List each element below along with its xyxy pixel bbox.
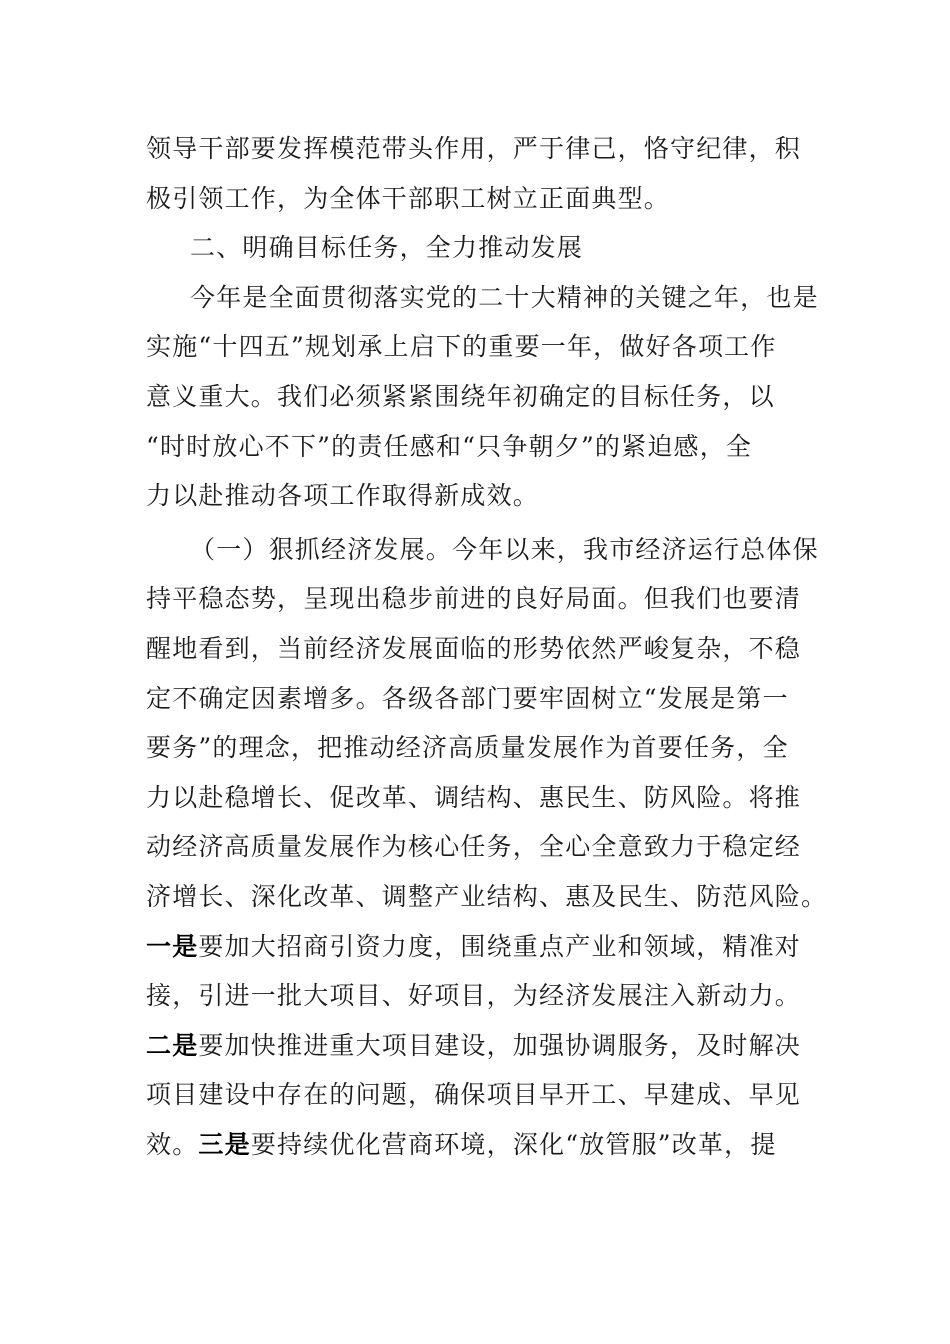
paragraph-line: 济增长、深化改革、调整产业结构、惠及民生、防范风险。 <box>146 881 828 911</box>
paragraph-line: 要务”的理念，把推动经济高质量发展作为首要任务，全 <box>146 733 789 763</box>
paragraph-line: 实施“十四五”规划承上启下的重要一年，做好各项工作 <box>146 332 777 362</box>
paragraph-line: 项目建设中存在的问题，确保项目早开工、早建成、早见 <box>146 1080 802 1110</box>
line-text: 要持续优化营商环境，深化“放管服”改革，提 <box>250 1129 777 1159</box>
paragraph-line: 接，引进一批大项目、好项目，为经济发展注入新动力。 <box>146 981 802 1011</box>
paragraph-line: 力以赴稳增长、促改革、调结构、惠民生、防风险。将推 <box>146 782 802 812</box>
paragraph-line <box>146 1120 806 1170</box>
paragraph-line: 持平稳态势，呈现出稳步前进的良好局面。但我们也要清 <box>146 584 802 614</box>
emphasis-first: 一是 <box>146 931 199 961</box>
subsection-heading: （一）狠抓经济发展。今年以来，我市经济运行总体保 <box>190 534 819 564</box>
paragraph-line: 定不确定因素增多。各级各部门要牢固树立“发展是第一 <box>146 683 789 713</box>
paragraph-line: 意义重大。我们必须紧紧围绕年初确定的目标任务，以 <box>146 381 775 411</box>
paragraph-line: 动经济高质量发展作为核心任务，全心全意致力于稳定经 <box>146 832 802 862</box>
emphasis-second: 二是 <box>146 1030 199 1060</box>
section-heading: 二、明确目标任务，全力推动发展 <box>190 233 584 263</box>
paragraph-line: 醒地看到，当前经济发展面临的形势依然严峻复杂，不稳 <box>146 633 802 663</box>
paragraph-line: 领导干部要发挥模范带头作用，严于律己，恪守纪律，积 <box>146 134 802 163</box>
paragraph-line: “时时放心不下”的责任感和“只争朝夕”的紧迫感，全 <box>146 431 753 461</box>
paragraph-line: 力以赴推动各项工作取得新成效。 <box>146 481 540 511</box>
paragraph-line <box>146 922 806 972</box>
paragraph-line: 今年是全面贯彻落实党的二十大精神的关键之年，也是 <box>190 282 819 312</box>
line-text: 要加大招商引资力度，围绕重点产业和领域，精准对 <box>198 931 802 961</box>
emphasis-third: 三是 <box>198 1129 251 1159</box>
line-text: 效。 <box>146 1129 199 1159</box>
body-text <box>146 124 828 1169</box>
line-text: 要加快推进重大项目建设，加强协调服务，及时解决 <box>198 1030 802 1060</box>
paragraph-line <box>146 1021 806 1071</box>
paragraph-line: 极引领工作，为全体干部职工树立正面典型。 <box>146 183 671 213</box>
